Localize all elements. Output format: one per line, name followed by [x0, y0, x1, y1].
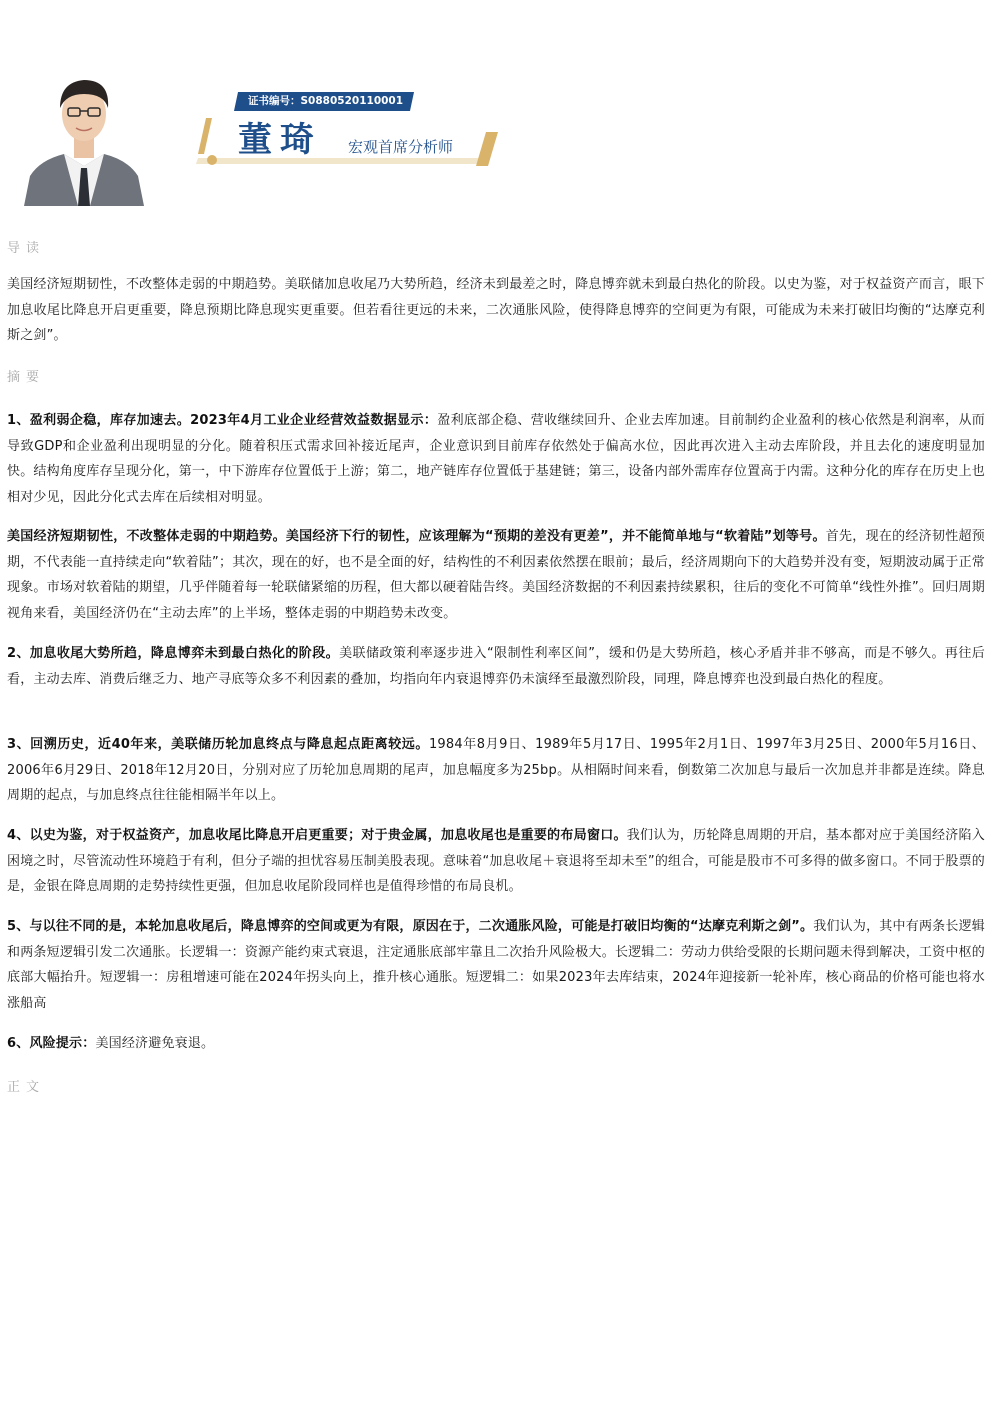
name-banner	[190, 114, 502, 172]
point-body: 我们认为，其中有两条长逻辑和两条短逻辑引发二次通胀。长逻辑一：资源产能约束式衰退，注定通胀底部牢靠且二次抬升风险极大。长逻辑二：劳动力供给受限的长期问题未得到解决，工资中枢的底部大幅抬升。短逻辑一：房租增速可能在2024年拐头向上，推升核心通胀。短逻辑二：如果2023年去库结束，2024年迎接新一轮补库，核心商品的价格可能也将水涨船高	[7, 919, 985, 1012]
certificate-number: 证书编号：S0880520110001	[248, 95, 404, 107]
point-body: 盈利底部企稳、营收继续回升、企业去库加速。目前制约企业盈利的核心依然是利润率，从而导致GDP和企业盈利出现明显的分化。随着积压式需求回补接近尾声，企业意识到目前库存依然处于偏高水位，因此再次进入主动去库阶段，并且去化的速度明显加快。结构角度库存呈现分化，第一，中下游库存位置低于上游；第二，地产链库存位置低于基建链；第三，设备内部外需库存位置高于内需。这种分化的库存在历史上也相对少见，因此分化式去库在后续相对明显。	[7, 413, 986, 506]
point-body: 首先，现在的经济韧性超预期，不代表能一直持续走向“软着陆”；其次，现在的好，也不是全面的好，结构性的不利因素依然摆在眼前；最后，经济周期向下的大趋势并没有变，短期波动属于正常现象。市场对软着陆的期望，几乎伴随着每一轮联储紧缩的历程，但大都以硬着陆告终。美国经济数据的不利因素持续累积，往后的变化不可简单“线性外推”。回归周期视角来看，美国经济仍在“主动去库”的上半场，整体走弱的中期趋势未改变。	[7, 529, 985, 622]
summary-point-5	[7, 823, 985, 900]
point-heading: 3、回溯历史，近40年来，美联储历轮加息终点与降息起点距离较远。	[7, 737, 429, 752]
section-label-summary: 摘要	[7, 370, 46, 385]
point-heading: 6、风险提示：	[7, 1036, 96, 1051]
summary-point-7	[7, 1031, 985, 1057]
point-body: 美联储政策利率逐步进入“限制性利率区间”，缓和仍是大势所趋，核心矛盾并非不够高，而是不够久。再往后看，主动去库、消费后继乏力、地产寻底等众多不利因素的叠加，均指向年内衰退博弈仍未演绎至最激烈阶段，同理，降息博弈也没到最白热化的程度。	[7, 646, 985, 687]
summary-point-2	[7, 524, 985, 627]
point-body: 我们认为，历轮降息周期的开启，基本都对应于美国经济陷入困境之时，尽管流动性环境趋于有利，但分子端的担忧容易压制美股表现。意味着“加息收尾＋衰退将至却未至”的组合，可能是股市不可多得的做多窗口。不同于股票的是，金银在降息周期的走势持续性更强，但加息收尾阶段同样也是值得珍惜的布局良机。	[7, 828, 985, 895]
certificate-number-tag	[234, 92, 414, 111]
analyst-photo	[20, 64, 148, 206]
section-label-body: 正文	[7, 1080, 46, 1095]
summary-point-4	[7, 732, 985, 809]
report-header	[0, 0, 992, 215]
summary-point-3	[7, 641, 985, 692]
point-heading: 4、以史为鉴，对于权益资产，加息收尾比降息开启更重要；对于贵金属，加息收尾也是重要的布局窗口。	[7, 828, 627, 843]
summary-point-6	[7, 914, 985, 1017]
point-body: 美国经济避免衰退。	[95, 1036, 215, 1051]
analyst-title: 宏观首席分析师	[348, 138, 454, 156]
point-heading: 2、加息收尾大势所趋，降息博弈未到最白热化的阶段。	[7, 646, 340, 661]
section-label-intro: 导读	[7, 241, 46, 256]
point-heading: 5、与以往不同的是，本轮加息收尾后，降息博弈的空间或更为有限，原因在于，二次通胀风险，可能是打破旧均衡的“达摩克利斯之剑”。	[7, 919, 814, 934]
point-body: 1984年8月9日、1989年5月17日、1995年2月1日、1997年3月25日、2000年5月16日、2006年6月29日、2018年12月20日，分别对应了历轮加息周期的尾声，加息幅度多为25bp。从相隔时间来看，倒数第二次加息与最后一次加息并非都是连续。降息周期的起点，与加息终点往往能相隔半年以上。	[7, 737, 986, 804]
point-heading: 1、盈利弱企稳，库存加速去。2023年4月工业企业经营效益数据显示：	[7, 413, 438, 428]
summary-point-1	[7, 408, 985, 511]
intro-paragraph: 美国经济短期韧性，不改整体走弱的中期趋势。美联储加息收尾乃大势所趋，经济未到最差之时，降息博弈就未到最白热化的阶段。以史为鉴，对于权益资产而言，眼下加息收尾比降息开启更重要，降息预期比降息现实更重要。但若看往更远的未来，二次通胀风险，使得降息博弈的空间更为有限，可能成为未来打破旧均衡的“达摩克利斯之剑”。	[7, 277, 985, 344]
point-heading: 美国经济短期韧性，不改整体走弱的中期趋势。美国经济下行的韧性，应该理解为“预期的差没有更差”，并不能简单地与“软着陆”划等号。	[7, 529, 826, 544]
analyst-name: 董琦	[238, 120, 322, 160]
